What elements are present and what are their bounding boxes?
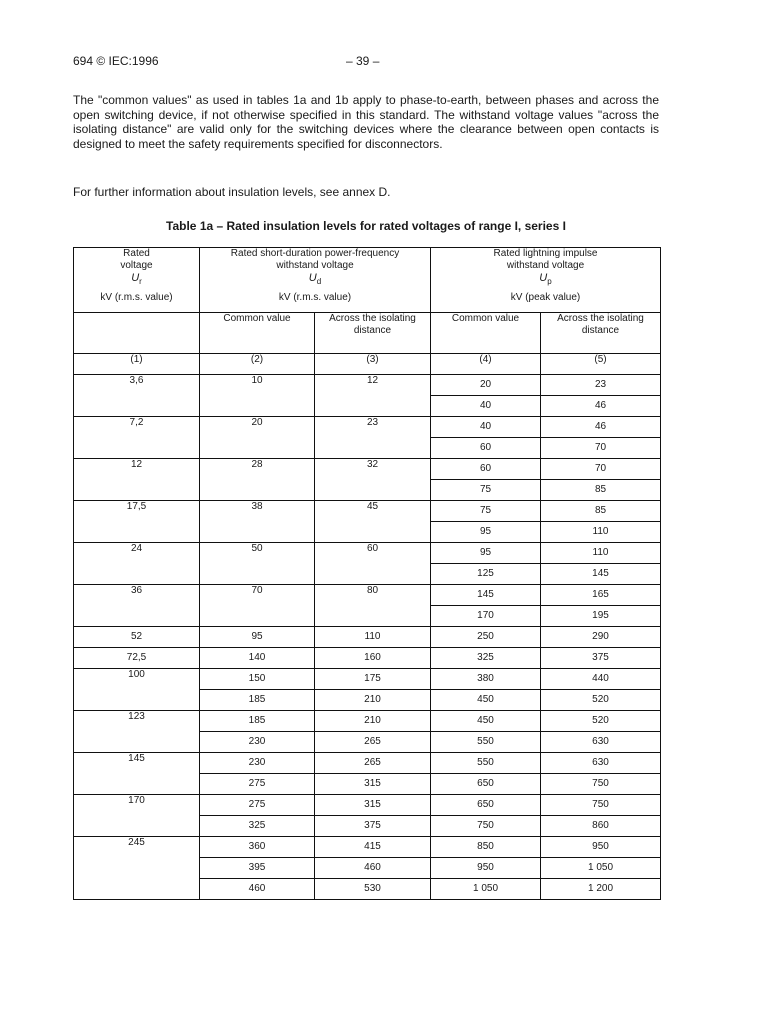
table-row bbox=[74, 459, 661, 480]
li-common-cell: 145 bbox=[431, 585, 541, 606]
header-row-titles bbox=[74, 248, 661, 313]
pf-common-cell: 70 bbox=[200, 585, 315, 627]
li-common-cell: 450 bbox=[431, 711, 541, 732]
li-isolating-cell: 70 bbox=[541, 459, 661, 480]
rated-voltage-cell: 3,6 bbox=[74, 375, 200, 417]
rated-voltage-cell: 24 bbox=[74, 543, 200, 585]
li-isolating-cell: 520 bbox=[541, 690, 661, 711]
li-common-cell: 325 bbox=[431, 648, 541, 669]
subheader-cell: Common value bbox=[200, 313, 315, 354]
li-isolating-cell: 85 bbox=[541, 480, 661, 501]
li-common-cell: 95 bbox=[431, 543, 541, 564]
li-isolating-cell: 1 200 bbox=[541, 879, 661, 900]
col-power-frequency-header bbox=[200, 248, 431, 313]
unit-label: kV (r.m.s. value) bbox=[278, 292, 352, 303]
li-common-cell: 950 bbox=[431, 858, 541, 879]
table-row bbox=[74, 795, 661, 816]
li-common-cell: 650 bbox=[431, 774, 541, 795]
li-common-cell: 850 bbox=[431, 837, 541, 858]
table-row bbox=[74, 585, 661, 606]
column-number-cell: (2) bbox=[200, 354, 315, 375]
pf-isolating-cell: 23 bbox=[315, 417, 431, 459]
header-text: Rated lightning impulse bbox=[493, 248, 598, 259]
pf-common-cell: 230 bbox=[200, 753, 315, 774]
table-row bbox=[74, 669, 661, 690]
li-common-cell: 170 bbox=[431, 606, 541, 627]
li-common-cell: 450 bbox=[431, 690, 541, 711]
table-caption: Table 1a – Rated insulation levels for rated voltages of range I, series I bbox=[166, 219, 566, 233]
li-common-cell: 40 bbox=[431, 396, 541, 417]
pf-isolating-cell: 60 bbox=[315, 543, 431, 585]
pf-isolating-cell: 160 bbox=[315, 648, 431, 669]
li-common-cell: 95 bbox=[431, 522, 541, 543]
li-isolating-cell: 195 bbox=[541, 606, 661, 627]
li-common-cell: 550 bbox=[431, 732, 541, 753]
symbol: U bbox=[131, 272, 140, 284]
unit-label: kV (peak value) bbox=[510, 292, 581, 303]
symbol-subscript: d bbox=[316, 277, 322, 286]
symbol-subscript: r bbox=[139, 277, 142, 286]
li-isolating-cell: 46 bbox=[541, 396, 661, 417]
pf-isolating-cell: 210 bbox=[315, 690, 431, 711]
pf-isolating-cell: 415 bbox=[315, 837, 431, 858]
symbol-subscript: p bbox=[547, 277, 552, 286]
pf-isolating-cell: 175 bbox=[315, 669, 431, 690]
header-text: withstand voltage bbox=[276, 260, 354, 271]
li-common-cell: 40 bbox=[431, 417, 541, 438]
table-row bbox=[74, 837, 661, 858]
li-isolating-cell: 110 bbox=[541, 522, 661, 543]
li-isolating-cell: 85 bbox=[541, 501, 661, 522]
li-isolating-cell: 1 050 bbox=[541, 858, 661, 879]
pf-common-cell: 10 bbox=[200, 375, 315, 417]
pf-isolating-cell: 12 bbox=[315, 375, 431, 417]
pf-common-cell: 230 bbox=[200, 732, 315, 753]
li-isolating-cell: 860 bbox=[541, 816, 661, 837]
table-row bbox=[74, 753, 661, 774]
rated-voltage-cell: 72,5 bbox=[74, 648, 200, 669]
pf-common-cell: 95 bbox=[200, 627, 315, 648]
li-common-cell: 75 bbox=[431, 480, 541, 501]
li-isolating-cell: 630 bbox=[541, 732, 661, 753]
annex-note-paragraph: For further information about insulation levels, see annex D. bbox=[73, 185, 391, 199]
empty-cell bbox=[74, 313, 200, 354]
unit-label: kV (r.m.s. value) bbox=[100, 292, 173, 303]
li-isolating-cell: 520 bbox=[541, 711, 661, 732]
subheader-cell: Common value bbox=[431, 313, 541, 354]
header-row-subheaders bbox=[74, 313, 661, 354]
rated-voltage-cell: 52 bbox=[74, 627, 200, 648]
table-row bbox=[74, 711, 661, 732]
table-row bbox=[74, 417, 661, 438]
pf-isolating-cell: 265 bbox=[315, 732, 431, 753]
rated-voltage-cell: 17,5 bbox=[74, 501, 200, 543]
column-number-cell: (4) bbox=[431, 354, 541, 375]
pf-isolating-cell: 315 bbox=[315, 795, 431, 816]
pf-isolating-cell: 315 bbox=[315, 774, 431, 795]
col-rated-voltage-header bbox=[74, 248, 200, 313]
subheader-cell: Across the isolating distance bbox=[315, 313, 431, 354]
li-isolating-cell: 70 bbox=[541, 438, 661, 459]
table-row bbox=[74, 648, 661, 669]
page-number: – 39 – bbox=[346, 54, 380, 68]
table-row bbox=[74, 375, 661, 396]
li-common-cell: 250 bbox=[431, 627, 541, 648]
table-row bbox=[74, 543, 661, 564]
pf-isolating-cell: 460 bbox=[315, 858, 431, 879]
insulation-levels-table bbox=[73, 247, 661, 900]
pf-isolating-cell: 265 bbox=[315, 753, 431, 774]
pf-common-cell: 185 bbox=[200, 690, 315, 711]
li-isolating-cell: 750 bbox=[541, 774, 661, 795]
li-isolating-cell: 165 bbox=[541, 585, 661, 606]
li-isolating-cell: 950 bbox=[541, 837, 661, 858]
intro-paragraph: The "common values" as used in tables 1a and 1b apply to phase-to-earth, between phases and across the open switching device, if not otherwise specified in this standard. The withstand voltage values "across the isolating distance" are valid only for the switching devices where the clearance between open contacts is designed to meet the safety requirements specified for disconnectors. bbox=[73, 93, 659, 151]
li-common-cell: 380 bbox=[431, 669, 541, 690]
li-isolating-cell: 145 bbox=[541, 564, 661, 585]
pf-common-cell: 360 bbox=[200, 837, 315, 858]
pf-common-cell: 38 bbox=[200, 501, 315, 543]
li-common-cell: 125 bbox=[431, 564, 541, 585]
header-standard-ref: 694 © IEC:1996 bbox=[73, 54, 159, 68]
symbol: U bbox=[539, 272, 548, 284]
rated-voltage-cell: 100 bbox=[74, 669, 200, 711]
li-isolating-cell: 110 bbox=[541, 543, 661, 564]
pf-isolating-cell: 45 bbox=[315, 501, 431, 543]
li-isolating-cell: 440 bbox=[541, 669, 661, 690]
rated-voltage-cell: 245 bbox=[74, 837, 200, 900]
rated-voltage-cell: 170 bbox=[74, 795, 200, 837]
header-text: Rated bbox=[123, 248, 150, 259]
pf-common-cell: 28 bbox=[200, 459, 315, 501]
pf-common-cell: 275 bbox=[200, 774, 315, 795]
li-common-cell: 60 bbox=[431, 459, 541, 480]
table-row bbox=[74, 627, 661, 648]
header-row-column-numbers bbox=[74, 354, 661, 375]
li-common-cell: 650 bbox=[431, 795, 541, 816]
header-text: withstand voltage bbox=[506, 260, 585, 271]
column-number-cell: (3) bbox=[315, 354, 431, 375]
symbol: U bbox=[308, 272, 317, 284]
pf-common-cell: 395 bbox=[200, 858, 315, 879]
li-isolating-cell: 630 bbox=[541, 753, 661, 774]
column-number-cell: (1) bbox=[74, 354, 200, 375]
pf-isolating-cell: 32 bbox=[315, 459, 431, 501]
table-row bbox=[74, 501, 661, 522]
pf-isolating-cell: 210 bbox=[315, 711, 431, 732]
rated-voltage-cell: 7,2 bbox=[74, 417, 200, 459]
pf-isolating-cell: 530 bbox=[315, 879, 431, 900]
col-lightning-impulse-header bbox=[431, 248, 661, 313]
li-common-cell: 1 050 bbox=[431, 879, 541, 900]
pf-isolating-cell: 110 bbox=[315, 627, 431, 648]
li-common-cell: 75 bbox=[431, 501, 541, 522]
column-number-cell: (5) bbox=[541, 354, 661, 375]
li-common-cell: 550 bbox=[431, 753, 541, 774]
pf-common-cell: 325 bbox=[200, 816, 315, 837]
li-isolating-cell: 46 bbox=[541, 417, 661, 438]
pf-common-cell: 275 bbox=[200, 795, 315, 816]
li-isolating-cell: 290 bbox=[541, 627, 661, 648]
pf-common-cell: 50 bbox=[200, 543, 315, 585]
pf-common-cell: 150 bbox=[200, 669, 315, 690]
li-isolating-cell: 23 bbox=[541, 375, 661, 396]
rated-voltage-cell: 123 bbox=[74, 711, 200, 753]
subheader-cell: Across the isolating distance bbox=[541, 313, 661, 354]
pf-common-cell: 20 bbox=[200, 417, 315, 459]
pf-common-cell: 185 bbox=[200, 711, 315, 732]
li-isolating-cell: 750 bbox=[541, 795, 661, 816]
li-common-cell: 750 bbox=[431, 816, 541, 837]
li-common-cell: 60 bbox=[431, 438, 541, 459]
li-isolating-cell: 375 bbox=[541, 648, 661, 669]
header-text: voltage bbox=[120, 260, 153, 271]
pf-common-cell: 140 bbox=[200, 648, 315, 669]
li-common-cell: 20 bbox=[431, 375, 541, 396]
pf-isolating-cell: 375 bbox=[315, 816, 431, 837]
pf-isolating-cell: 80 bbox=[315, 585, 431, 627]
rated-voltage-cell: 12 bbox=[74, 459, 200, 501]
rated-voltage-cell: 145 bbox=[74, 753, 200, 795]
rated-voltage-cell: 36 bbox=[74, 585, 200, 627]
pf-common-cell: 460 bbox=[200, 879, 315, 900]
header-text: Rated short-duration power-frequency bbox=[230, 248, 400, 259]
